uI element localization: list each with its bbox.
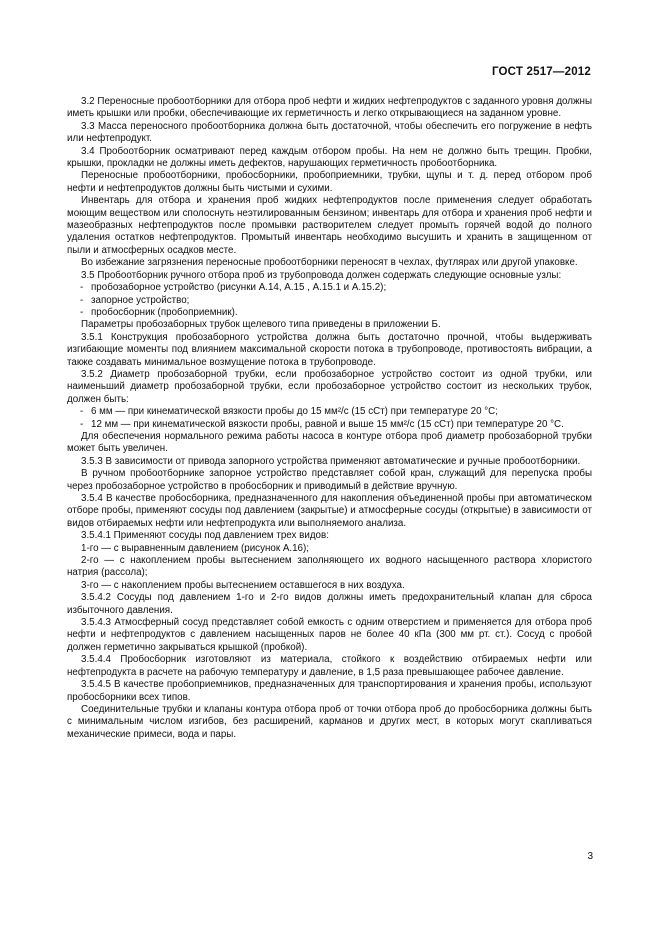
paragraph-3-4: 3.4 Пробоотборник осматривают перед каждым отбором пробы. На нем не должно быть трещин. Пробки, крышки, прокладки не должны иметь дефектов, нарушающих герметичность пробоотборника. — [67, 145, 592, 170]
paragraph-3-5-4-3: 3.5.4.3 Атмосферный сосуд представляет собой емкость с одним отверстием и применяется для отбора проб нефти и нефтепродуктов с давлением насыщенных паров не более 40 кПа (300 мм рт. ст.). Сосуд с пробой должен герметично закрываться крышкой (пробкой). — [67, 617, 592, 653]
paragraph-3-5-2: 3.5.2 Диаметр пробозаборной трубки, если пробозаборное устройство состоит из одной трубки, или наименьший диаметр пробозаборной трубки, если пробозаборное устройство состоит из нескольких трубок, должен быть: — [67, 368, 592, 405]
paragraph-3-5-4-5: 3.5.4.5 В качестве пробоприемников, предназначенных для транспортирования и хранения пробы, используют пробосборники всех типов. — [67, 679, 592, 703]
document-body — [67, 96, 592, 741]
list-item: - 12 мм — при кинематической вязкости пробы, равной и выше 15 мм²/с (15 сСт) при температуре 20 °С. — [67, 419, 592, 431]
paragraph-manual-sampler: В ручном пробоотборнике запорное устройство представляет собой кран, служащий для перепуска пробы через пробозаборное устройство в пробосборник и приводимый в действие вручную. — [67, 468, 592, 492]
paragraph-type-1: 1-го — с выравненным давлением (рисунок А.16); — [81, 542, 309, 554]
paragraph-cleanliness: Переносные пробоотборники, пробосборники, пробоприемники, трубки, щупы и т. д. перед отбором проб нефти и нефтепродуктов должны быть чистыми и сухими. — [67, 170, 592, 194]
paragraph-connecting-tubes: Соединительные трубки и клапаны контура отбора проб от точки отбора проб до пробосборника должны быть с минимальным числом изгибов, без расширений, карманов и других мест, в которых могут скапливаться механические примеси, вода и пары. — [67, 703, 592, 740]
list-item: - 6 мм — при кинематической вязкости пробы до 15 мм²/с (15 сСт) при температуре 20 °С; — [67, 406, 592, 418]
paragraph-3-5-4-4: 3.5.4.4 Пробосборник изготовляют из материала, стойкого к воздействию отбираемых нефти или нефтепродукта в расчете на рабочую температуру и давление, в 1,5 раза превышающее рабочее давление. — [67, 654, 592, 678]
paragraph-type-2: 2-го — с накоплением пробы вытеснением заполняющего их водного насыщенного раствора хлористого натрия (рассола); — [67, 555, 592, 579]
paragraph-3-5-3: 3.5.3 В зависимости от привода запорного устройства применяют автоматические и ручные пробоотборники. — [81, 455, 581, 467]
paragraph-3-5-4: 3.5.4 В качестве пробосборника, предназначенного для накопления объединенной пробы при автоматическом отборе пробы, применяют сосуды под давлением (закрытые) и атмосферные сосуды (открытые) в зависимости от видов отбираемых нефти или нефтепродукта или выполняемого анализа. — [67, 493, 592, 529]
paragraph-3-5-4-1: 3.5.4.1 Применяют сосуды под давлением трех видов: — [81, 530, 329, 542]
paragraph-3-3: 3.3 Масса переносного пробоотборника должна быть достаточной, чтобы обеспечить его погружение в нефть или нефтепродукт. — [67, 120, 592, 145]
document-code-header: ГОСТ 2517—2012 — [491, 66, 591, 78]
paragraph-parameters: Параметры пробозаборных трубок щелевого типа приведены в приложении Б. — [81, 319, 441, 331]
paragraph-type-3: 3-го — с накоплением пробы вытеснением оставшегося в них воздуха. — [81, 579, 405, 591]
paragraph-pump: Для обеспечения нормального режима работы насоса в контуре отбора проб диаметр пробозаборной трубки может быть увеличен. — [67, 430, 592, 455]
list-item: - запорное устройство; — [67, 295, 592, 307]
paragraph-3-2: 3.2 Переносные пробоотборники для отбора проб нефти и жидких нефтепродуктов с заданного уровня должны иметь крышки или пробки, обеспечивающие их герметичность и легко открывающиеся на заданном уровне. — [67, 96, 592, 120]
page-number: 3 — [587, 851, 593, 862]
paragraph-3-5-1: 3.5.1 Конструкция пробозаборного устройства должна быть достаточно прочной, чтобы выдерживать изгибающие моменты под влиянием максимальной скорости потока в трубопроводе, противостоять вибрации, а также создавать минимальное возмущение потока в трубопроводе. — [67, 331, 592, 368]
paragraph-transport: Во избежание загрязнения переносные пробоотборники переносят в чехлах, футлярах или другой упаковке. — [81, 257, 578, 269]
paragraph-3-5: 3.5 Пробоотборник ручного отбора проб из трубопровода должен содержать следующие основные узлы: — [81, 269, 562, 281]
paragraph-3-5-4-2: 3.5.4.2 Сосуды под давлением 1-го и 2-го видов должны иметь предохранительный клапан для сброса избыточного давления. — [67, 592, 592, 616]
list-item: - пробозаборное устройство (рисунки А.14, А.15 , А.15.1 и А.15.2); — [67, 282, 592, 294]
list-item: - пробосборник (пробоприемник). — [67, 307, 592, 319]
paragraph-washing: Инвентарь для отбора и хранения проб жидких нефтепродуктов после применения следует обработать моющим веществом или сполоснуть неэтилированным бензином; инвентарь для отбора и хранения проб нефти и мазеобразных нефтепродуктов после промывки растворителем следует промыть горячей водой до полного удаления остатков нефтепродуктов. Промытый инвентарь необходимо высушить и хранить в защищенном от пыли и атмосферных осадков месте. — [67, 195, 592, 256]
